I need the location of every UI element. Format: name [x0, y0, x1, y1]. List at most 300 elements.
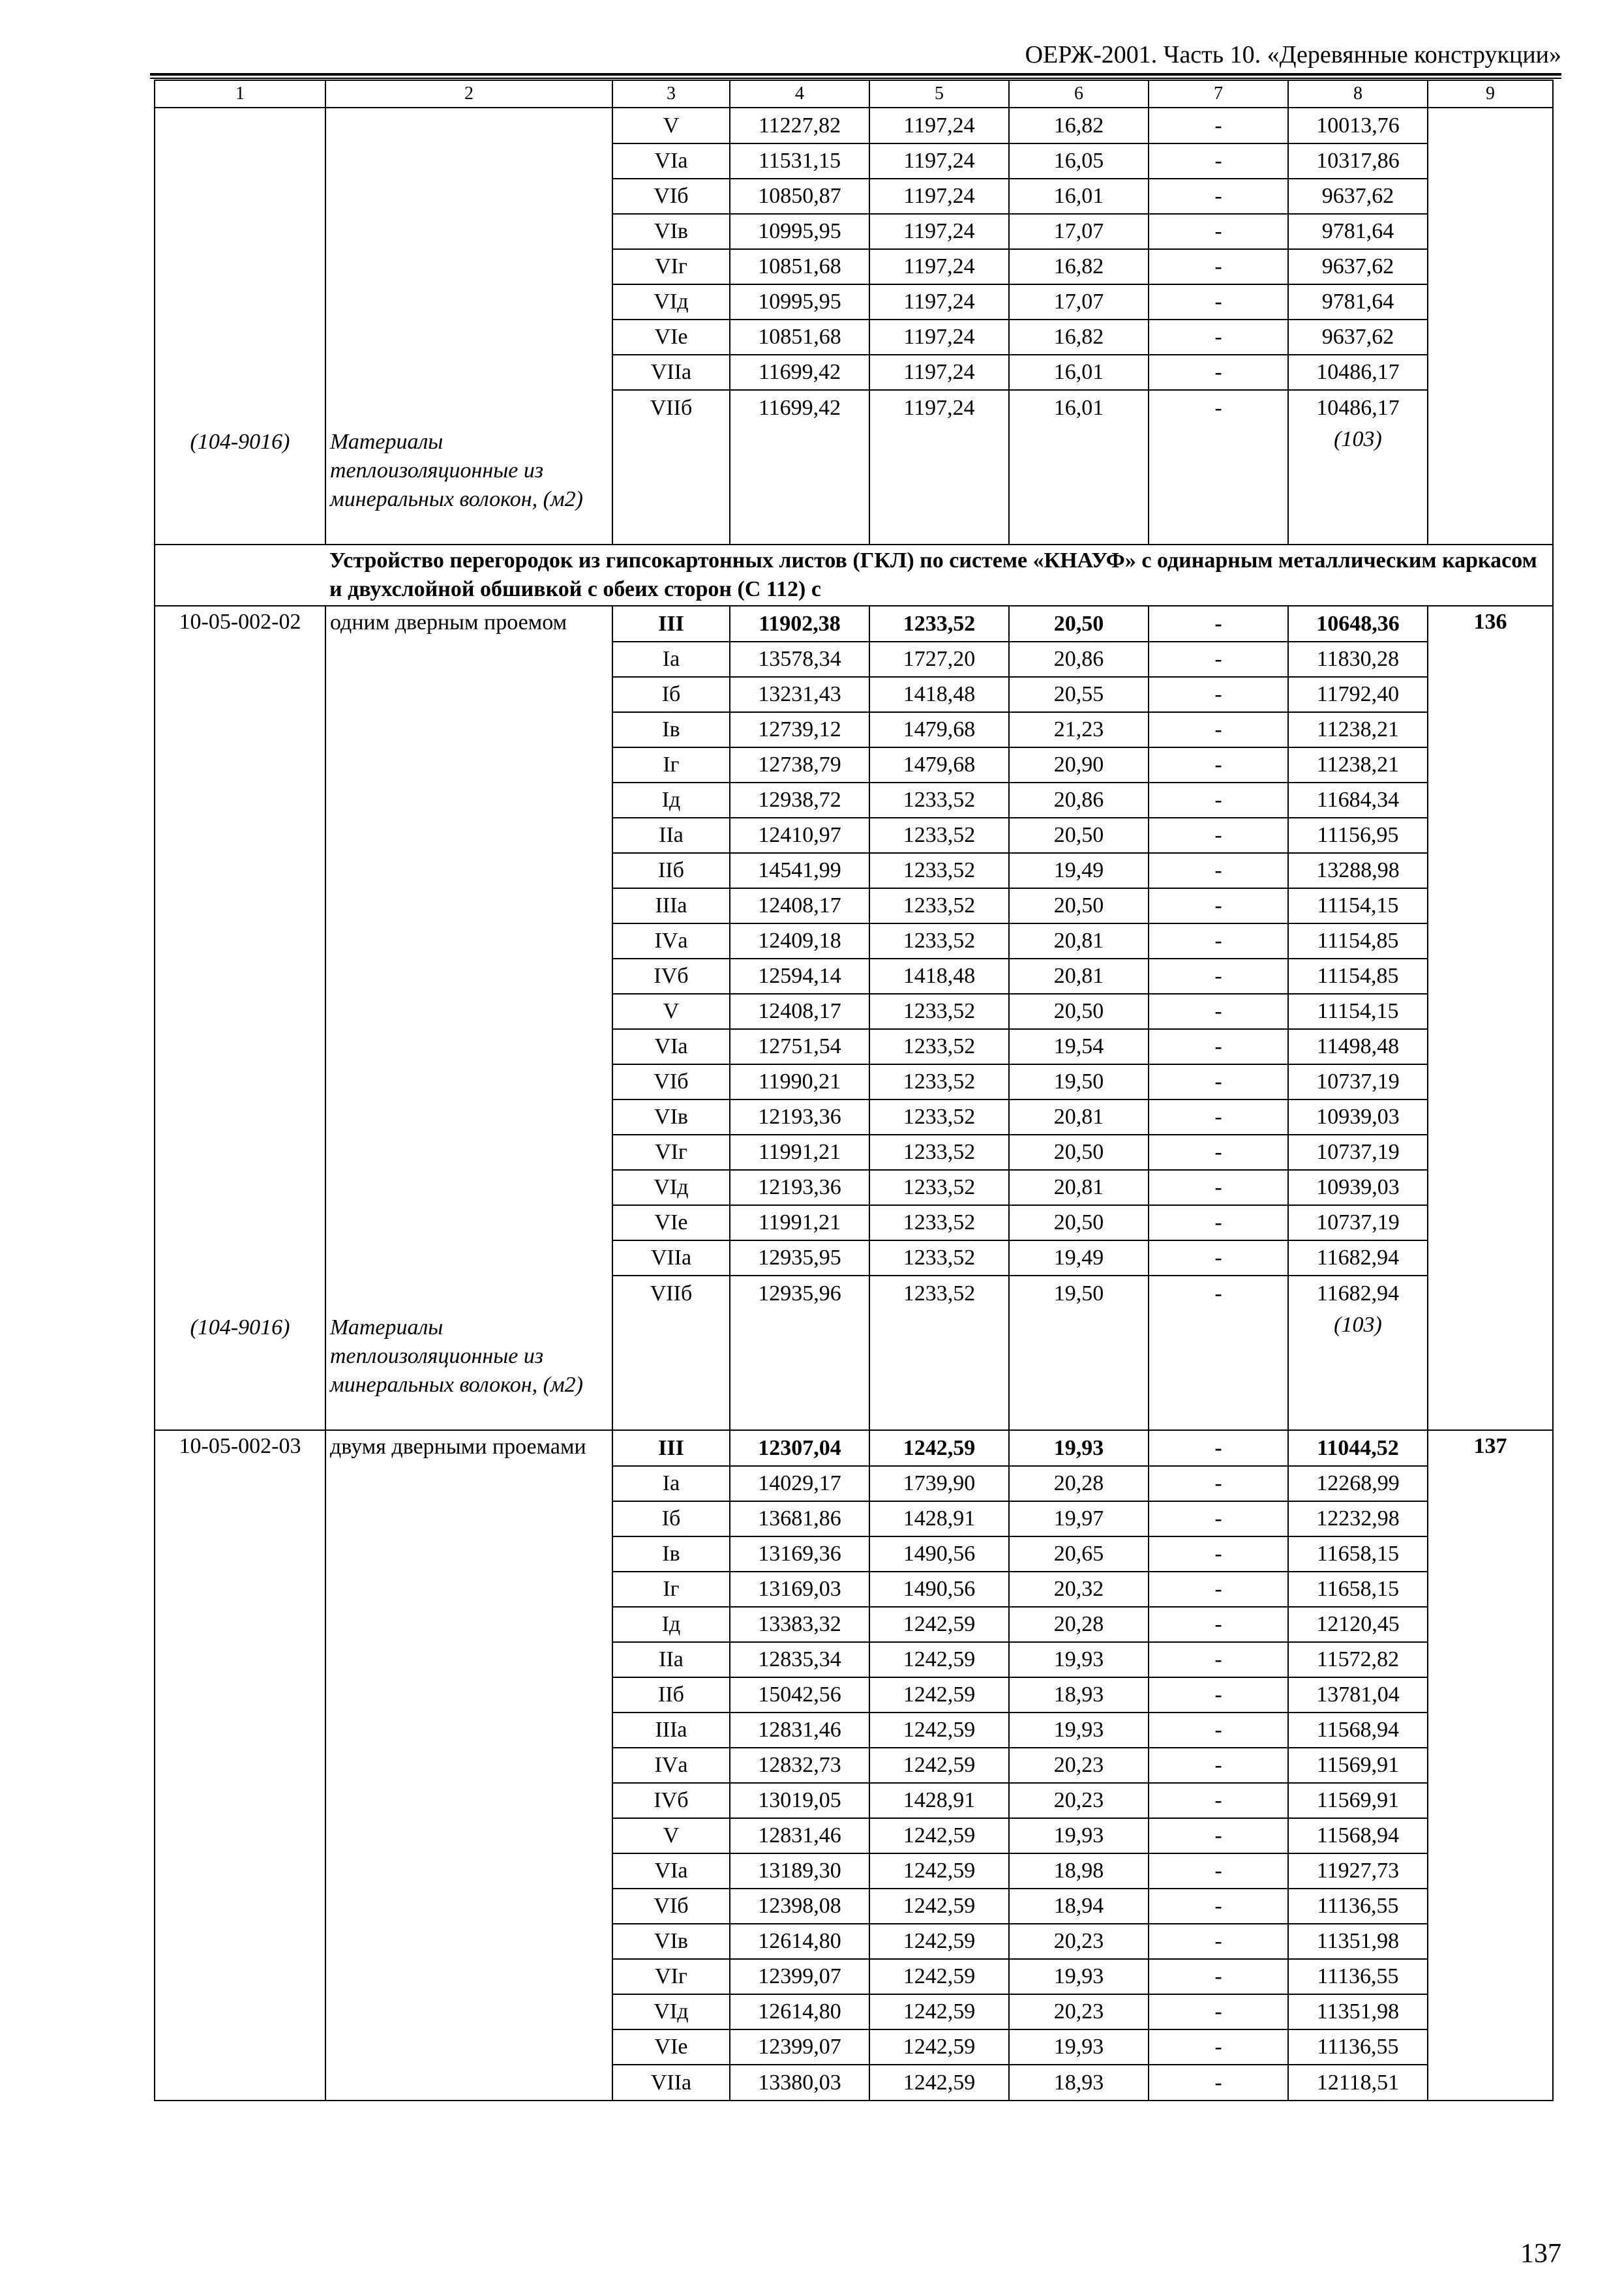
value-cell: -	[1149, 1466, 1288, 1501]
code-cell	[155, 355, 325, 390]
value-cell: 12835,34	[730, 1642, 869, 1677]
value-cell: 21,23	[1009, 712, 1149, 747]
table-row	[155, 1713, 1553, 1748]
value-cell: -	[1149, 818, 1288, 853]
table-row	[155, 1748, 1553, 1783]
value-cell: -	[1149, 1748, 1288, 1783]
value-cell: VIг	[612, 1959, 730, 1994]
page-ref-cell	[1428, 677, 1553, 712]
value-cell: 11569,91	[1288, 1748, 1428, 1783]
value-cell: 13380,03	[730, 2065, 869, 2101]
table-row	[155, 320, 1553, 355]
value-cell: Iв	[612, 712, 730, 747]
value-cell: 10737,19	[1288, 1135, 1428, 1170]
value-cell: Iа	[612, 642, 730, 677]
page-ref-cell	[1428, 1994, 1553, 2029]
value-cell: -	[1149, 390, 1288, 425]
table-row	[155, 642, 1553, 677]
value-cell: 19,93	[1009, 1818, 1149, 1853]
value-cell: -	[1149, 783, 1288, 818]
value-cell: 11351,98	[1288, 1994, 1428, 2029]
table-row	[155, 1170, 1553, 1205]
value-cell: Iв	[612, 1536, 730, 1572]
value-cell: 1490,56	[869, 1572, 1009, 1607]
value-cell: 20,50	[1009, 818, 1149, 853]
value-cell: -	[1149, 1783, 1288, 1818]
value-cell: 13231,43	[730, 677, 869, 712]
value-cell: 20,23	[1009, 1748, 1149, 1783]
code-cell	[155, 888, 325, 923]
value-cell: -	[1149, 1853, 1288, 1889]
table-row	[155, 1205, 1553, 1240]
name-cell	[325, 390, 612, 425]
value-cell: 1197,24	[869, 284, 1009, 320]
value-cell: 12594,14	[730, 959, 869, 994]
value-cell: 11136,55	[1288, 1889, 1428, 1924]
value-cell: 1233,52	[869, 1205, 1009, 1240]
page-ref-cell	[1428, 425, 1553, 545]
value-cell: 16,05	[1009, 143, 1149, 179]
value-cell: -	[1149, 1536, 1288, 1572]
value-cell: 1233,52	[869, 606, 1009, 642]
value-cell: 11238,21	[1288, 747, 1428, 783]
value-cell: 1197,24	[869, 214, 1009, 249]
name-cell	[325, 1240, 612, 1276]
value-cell: 19,50	[1009, 1064, 1149, 1100]
code-cell	[155, 1170, 325, 1205]
code-cell	[155, 1536, 325, 1572]
value-cell: 12831,46	[730, 1713, 869, 1748]
code-cell	[155, 1924, 325, 1959]
code-cell	[155, 284, 325, 320]
name-cell	[325, 1642, 612, 1677]
code-cell	[155, 1100, 325, 1135]
value-cell: 20,81	[1009, 959, 1149, 994]
value-cell: 13578,34	[730, 642, 869, 677]
material-name: Материалы теплоизоляционные из минеральных волокон, (м2)	[330, 430, 583, 511]
value-cell: V	[612, 994, 730, 1029]
name-cell	[325, 783, 612, 818]
value-cell: 12751,54	[730, 1029, 869, 1064]
value-cell: 12935,96	[730, 1276, 869, 1311]
value-cell: 18,94	[1009, 1889, 1149, 1924]
column-header: 1	[155, 80, 325, 108]
page-ref-cell	[1428, 284, 1553, 320]
material-name: Материалы теплоизоляционные из минеральных волокон, (м2)	[330, 1315, 583, 1397]
value-cell: -	[1149, 1135, 1288, 1170]
code-cell	[155, 1889, 325, 1924]
value-cell: 1197,24	[869, 320, 1009, 355]
page-ref-cell	[1428, 959, 1553, 994]
name-cell	[325, 818, 612, 853]
value-cell: -	[1149, 1170, 1288, 1205]
table-row	[155, 1135, 1553, 1170]
value-cell: -	[1149, 143, 1288, 179]
column-header-row	[155, 80, 1553, 108]
value-cell: -	[1149, 249, 1288, 284]
page-ref-cell	[1428, 1170, 1553, 1205]
value-cell: 11658,15	[1288, 1572, 1428, 1607]
table-row	[155, 1430, 1553, 1466]
page-ref-cell	[1428, 1064, 1553, 1100]
value-cell	[1009, 425, 1149, 545]
value-cell: 16,82	[1009, 320, 1149, 355]
value-cell: VIа	[612, 143, 730, 179]
value-cell: -	[1149, 320, 1288, 355]
value-cell: 11351,98	[1288, 1924, 1428, 1959]
table-row	[155, 1818, 1553, 1853]
value-cell: III	[612, 606, 730, 642]
value-cell: 16,82	[1009, 249, 1149, 284]
name-cell	[325, 1170, 612, 1205]
page-ref-cell: 136	[1428, 606, 1553, 642]
value-cell: V	[612, 1818, 730, 1853]
value-cell: 10851,68	[730, 320, 869, 355]
table-row	[155, 143, 1553, 179]
value-cell: -	[1149, 1100, 1288, 1135]
value-cell: IVа	[612, 1748, 730, 1783]
name-cell	[325, 1994, 612, 2029]
name-cell	[325, 214, 612, 249]
value-cell: VIIа	[612, 2065, 730, 2101]
code-cell	[155, 214, 325, 249]
value-cell: VIа	[612, 1029, 730, 1064]
value-cell: 11699,42	[730, 355, 869, 390]
value-cell: -	[1149, 1572, 1288, 1607]
value-cell: -	[1149, 355, 1288, 390]
value-cell: -	[1149, 1064, 1288, 1100]
column-header: 7	[1149, 80, 1288, 108]
value-cell	[869, 425, 1009, 545]
code-cell	[155, 1205, 325, 1240]
page-ref-cell	[1428, 923, 1553, 959]
table-row	[155, 1029, 1553, 1064]
value-cell: 16,82	[1009, 108, 1149, 143]
value-cell	[1149, 425, 1288, 545]
value-cell: -	[1149, 642, 1288, 677]
table-row	[155, 1240, 1553, 1276]
value-cell: 1242,59	[869, 2065, 1009, 2101]
value-cell: 11498,48	[1288, 1029, 1428, 1064]
page-ref-cell	[1428, 712, 1553, 747]
page-ref-cell	[1428, 1889, 1553, 1924]
value-cell: 20,65	[1009, 1536, 1149, 1572]
material-row	[155, 1311, 1553, 1430]
value-cell: 12410,97	[730, 818, 869, 853]
name-cell	[325, 712, 612, 747]
name-cell	[325, 606, 612, 642]
value-cell: 11569,91	[1288, 1783, 1428, 1818]
table-row	[155, 1466, 1553, 1501]
value-cell: 19,93	[1009, 1642, 1149, 1677]
value-cell: 12399,07	[730, 1959, 869, 1994]
material-value: (103)	[1334, 427, 1382, 451]
value-cell: -	[1149, 214, 1288, 249]
column-header: 4	[730, 80, 869, 108]
value-cell: 9637,62	[1288, 320, 1428, 355]
value-cell	[1149, 1311, 1288, 1430]
value-cell: 10939,03	[1288, 1170, 1428, 1205]
page-ref-cell	[1428, 390, 1553, 425]
value-cell: 13169,03	[730, 1572, 869, 1607]
code-cell	[155, 179, 325, 214]
value-cell: 10850,87	[730, 179, 869, 214]
value-cell: -	[1149, 2029, 1288, 2065]
work-name: одним дверным проемом	[330, 610, 567, 635]
page-ref-cell	[1428, 1677, 1553, 1713]
name-cell	[325, 1677, 612, 1713]
page-ref-cell	[1428, 994, 1553, 1029]
value-cell: 1233,52	[869, 994, 1009, 1029]
page-ref-cell	[1428, 853, 1553, 888]
value-cell: 1197,24	[869, 390, 1009, 425]
value-cell: 1233,52	[869, 1240, 1009, 1276]
value-cell: VIд	[612, 284, 730, 320]
value-cell: 11156,95	[1288, 818, 1428, 853]
value-cell: 13019,05	[730, 1783, 869, 1818]
code-cell	[155, 783, 325, 818]
value-cell: IVб	[612, 1783, 730, 1818]
page-ref-cell	[1428, 1572, 1553, 1607]
table-row	[155, 1276, 1553, 1311]
value-cell: 1233,52	[869, 783, 1009, 818]
name-cell	[325, 1205, 612, 1240]
code-cell	[155, 818, 325, 853]
value-cell: 12268,99	[1288, 1466, 1428, 1501]
name-cell	[325, 994, 612, 1029]
value-cell: -	[1149, 179, 1288, 214]
page-ref-cell	[1428, 320, 1553, 355]
value-cell: 1242,59	[869, 1818, 1009, 1853]
table-row	[155, 1959, 1553, 1994]
value-cell: 1418,48	[869, 677, 1009, 712]
page-ref-cell	[1428, 1642, 1553, 1677]
code-cell	[155, 1572, 325, 1607]
name-cell	[325, 1135, 612, 1170]
value-cell: VIг	[612, 1135, 730, 1170]
value-cell: 1242,59	[869, 1959, 1009, 1994]
page-ref-cell	[1428, 1959, 1553, 1994]
name-cell	[325, 108, 612, 143]
page-ref-cell	[1428, 1100, 1553, 1135]
code-cell	[155, 1713, 325, 1748]
value-cell: VIв	[612, 1100, 730, 1135]
material-value: (103)	[1334, 1313, 1382, 1337]
table-row	[155, 923, 1553, 959]
value-cell: 19,49	[1009, 853, 1149, 888]
name-cell	[325, 2065, 612, 2101]
page-ref-cell	[1428, 1311, 1553, 1430]
name-cell	[325, 249, 612, 284]
value-cell: 11830,28	[1288, 642, 1428, 677]
value-cell: 19,93	[1009, 1430, 1149, 1466]
value-cell: 17,07	[1009, 284, 1149, 320]
name-cell	[325, 2029, 612, 2065]
page-ref-cell	[1428, 818, 1553, 853]
name-cell	[325, 1466, 612, 1501]
code-cell	[155, 1029, 325, 1064]
value-cell: -	[1149, 1818, 1288, 1853]
value-cell: 10995,95	[730, 214, 869, 249]
value-cell	[730, 1311, 869, 1430]
value-cell: 13169,36	[730, 1536, 869, 1572]
value-cell	[612, 1311, 730, 1430]
value-cell: VIв	[612, 1924, 730, 1959]
value-cell: VIб	[612, 179, 730, 214]
value-cell: -	[1149, 1430, 1288, 1466]
page-ref-cell	[1428, 1853, 1553, 1889]
value-cell: 19,93	[1009, 2029, 1149, 2065]
table-row	[155, 1100, 1553, 1135]
value-cell: 11136,55	[1288, 1959, 1428, 1994]
code-cell	[155, 1959, 325, 1994]
value-cell: 11991,21	[730, 1205, 869, 1240]
value-cell: IIа	[612, 818, 730, 853]
name-cell	[325, 1536, 612, 1572]
table-row	[155, 959, 1553, 994]
code-cell	[155, 2065, 325, 2101]
section-title: Устройство перегородок из гипсокартонных листов (ГКЛ) по системе «КНАУФ» с одинарным металлическим каркасом и двухслойной обшивкой с обеих сторон (С 112) с	[325, 545, 1553, 606]
code-cell	[155, 853, 325, 888]
material-row	[155, 425, 1553, 545]
value-cell: 1479,68	[869, 747, 1009, 783]
value-cell: 11902,38	[730, 606, 869, 642]
value-cell: 12614,80	[730, 1994, 869, 2029]
value-cell: 14029,17	[730, 1466, 869, 1501]
value-cell: 20,50	[1009, 994, 1149, 1029]
value-cell: 13681,86	[730, 1501, 869, 1536]
table-row	[155, 1783, 1553, 1818]
value-cell: VIг	[612, 249, 730, 284]
value-cell: 13781,04	[1288, 1677, 1428, 1713]
value-cell: 1242,59	[869, 1677, 1009, 1713]
value-cell: 1233,52	[869, 1029, 1009, 1064]
page-ref-cell	[1428, 214, 1553, 249]
code-cell	[155, 959, 325, 994]
page-ref-cell	[1428, 642, 1553, 677]
value-cell: 1197,24	[869, 355, 1009, 390]
value-cell: 1233,52	[869, 888, 1009, 923]
value-cell: 9781,64	[1288, 214, 1428, 249]
value-cell: 13189,30	[730, 1853, 869, 1889]
value-cell: 12831,46	[730, 1818, 869, 1853]
table-row	[155, 1924, 1553, 1959]
name-cell	[325, 1276, 612, 1311]
value-cell: IIб	[612, 1677, 730, 1713]
table-row	[155, 1889, 1553, 1924]
value-cell: 10013,76	[1288, 108, 1428, 143]
value-cell: 11568,94	[1288, 1713, 1428, 1748]
name-cell	[325, 355, 612, 390]
value-cell: -	[1149, 1959, 1288, 1994]
value-cell	[612, 425, 730, 545]
value-cell: -	[1149, 1889, 1288, 1924]
page-ref-cell	[1428, 1713, 1553, 1748]
code-cell	[155, 1240, 325, 1276]
value-cell: 12399,07	[730, 2029, 869, 2065]
page-ref-cell	[1428, 179, 1553, 214]
name-cell	[325, 853, 612, 888]
material-code: (104-9016)	[190, 1315, 290, 1339]
table-row	[155, 994, 1553, 1029]
value-cell	[1009, 1311, 1149, 1430]
value-cell: 11684,34	[1288, 783, 1428, 818]
page-ref-cell	[1428, 1818, 1553, 1853]
value-cell: 1233,52	[869, 1135, 1009, 1170]
header-rule-thin	[150, 78, 1561, 79]
name-cell	[325, 1818, 612, 1853]
name-cell	[325, 284, 612, 320]
table-row	[155, 249, 1553, 284]
value-cell: 9637,62	[1288, 249, 1428, 284]
code-cell	[155, 1135, 325, 1170]
table-row	[155, 214, 1553, 249]
value-cell: VIа	[612, 1853, 730, 1889]
value-cell: 11991,21	[730, 1135, 869, 1170]
table-row	[155, 1607, 1553, 1642]
value-cell: IIб	[612, 853, 730, 888]
name-cell	[325, 1713, 612, 1748]
code-cell	[155, 249, 325, 284]
code-cell	[155, 747, 325, 783]
page-ref-cell	[1428, 355, 1553, 390]
value-cell: 1418,48	[869, 959, 1009, 994]
value-cell: 16,01	[1009, 179, 1149, 214]
value-cell: 11699,42	[730, 390, 869, 425]
value-cell: 11927,73	[1288, 1853, 1428, 1889]
section-blank-cell	[155, 545, 325, 606]
value-cell: 11227,82	[730, 108, 869, 143]
value-cell: 12408,17	[730, 994, 869, 1029]
value-cell: 1242,59	[869, 1607, 1009, 1642]
table-row	[155, 179, 1553, 214]
page-ref-cell	[1428, 1924, 1553, 1959]
value-cell: 12738,79	[730, 747, 869, 783]
value-cell: 1233,52	[869, 1064, 1009, 1100]
value-cell: 15042,56	[730, 1677, 869, 1713]
value-cell: 1233,52	[869, 1170, 1009, 1205]
value-cell: 10317,86	[1288, 143, 1428, 179]
value-cell: 1242,59	[869, 1853, 1009, 1889]
name-cell	[325, 143, 612, 179]
table-row	[155, 1536, 1553, 1572]
page-ref-cell	[1428, 1029, 1553, 1064]
value-cell: -	[1149, 1205, 1288, 1240]
name-cell	[325, 1029, 612, 1064]
value-cell: 1197,24	[869, 108, 1009, 143]
value-cell: -	[1149, 677, 1288, 712]
column-header: 3	[612, 80, 730, 108]
code-cell	[155, 1748, 325, 1783]
value-cell: 10737,19	[1288, 1205, 1428, 1240]
value-cell: -	[1149, 888, 1288, 923]
code-cell	[155, 390, 325, 425]
name-cell	[325, 1853, 612, 1889]
name-cell	[325, 959, 612, 994]
value-cell: 20,90	[1009, 747, 1149, 783]
value-cell: 16,01	[1009, 390, 1149, 425]
value-cell: -	[1149, 2065, 1288, 2101]
value-cell: 1233,52	[869, 853, 1009, 888]
code-cell	[155, 1783, 325, 1818]
page-ref-cell	[1428, 2029, 1553, 2065]
value-cell: 20,81	[1009, 923, 1149, 959]
name-cell	[325, 1783, 612, 1818]
table-body	[155, 80, 1553, 2101]
page-ref-cell	[1428, 249, 1553, 284]
value-cell: 10486,17	[1288, 355, 1428, 390]
value-cell: 11531,15	[730, 143, 869, 179]
